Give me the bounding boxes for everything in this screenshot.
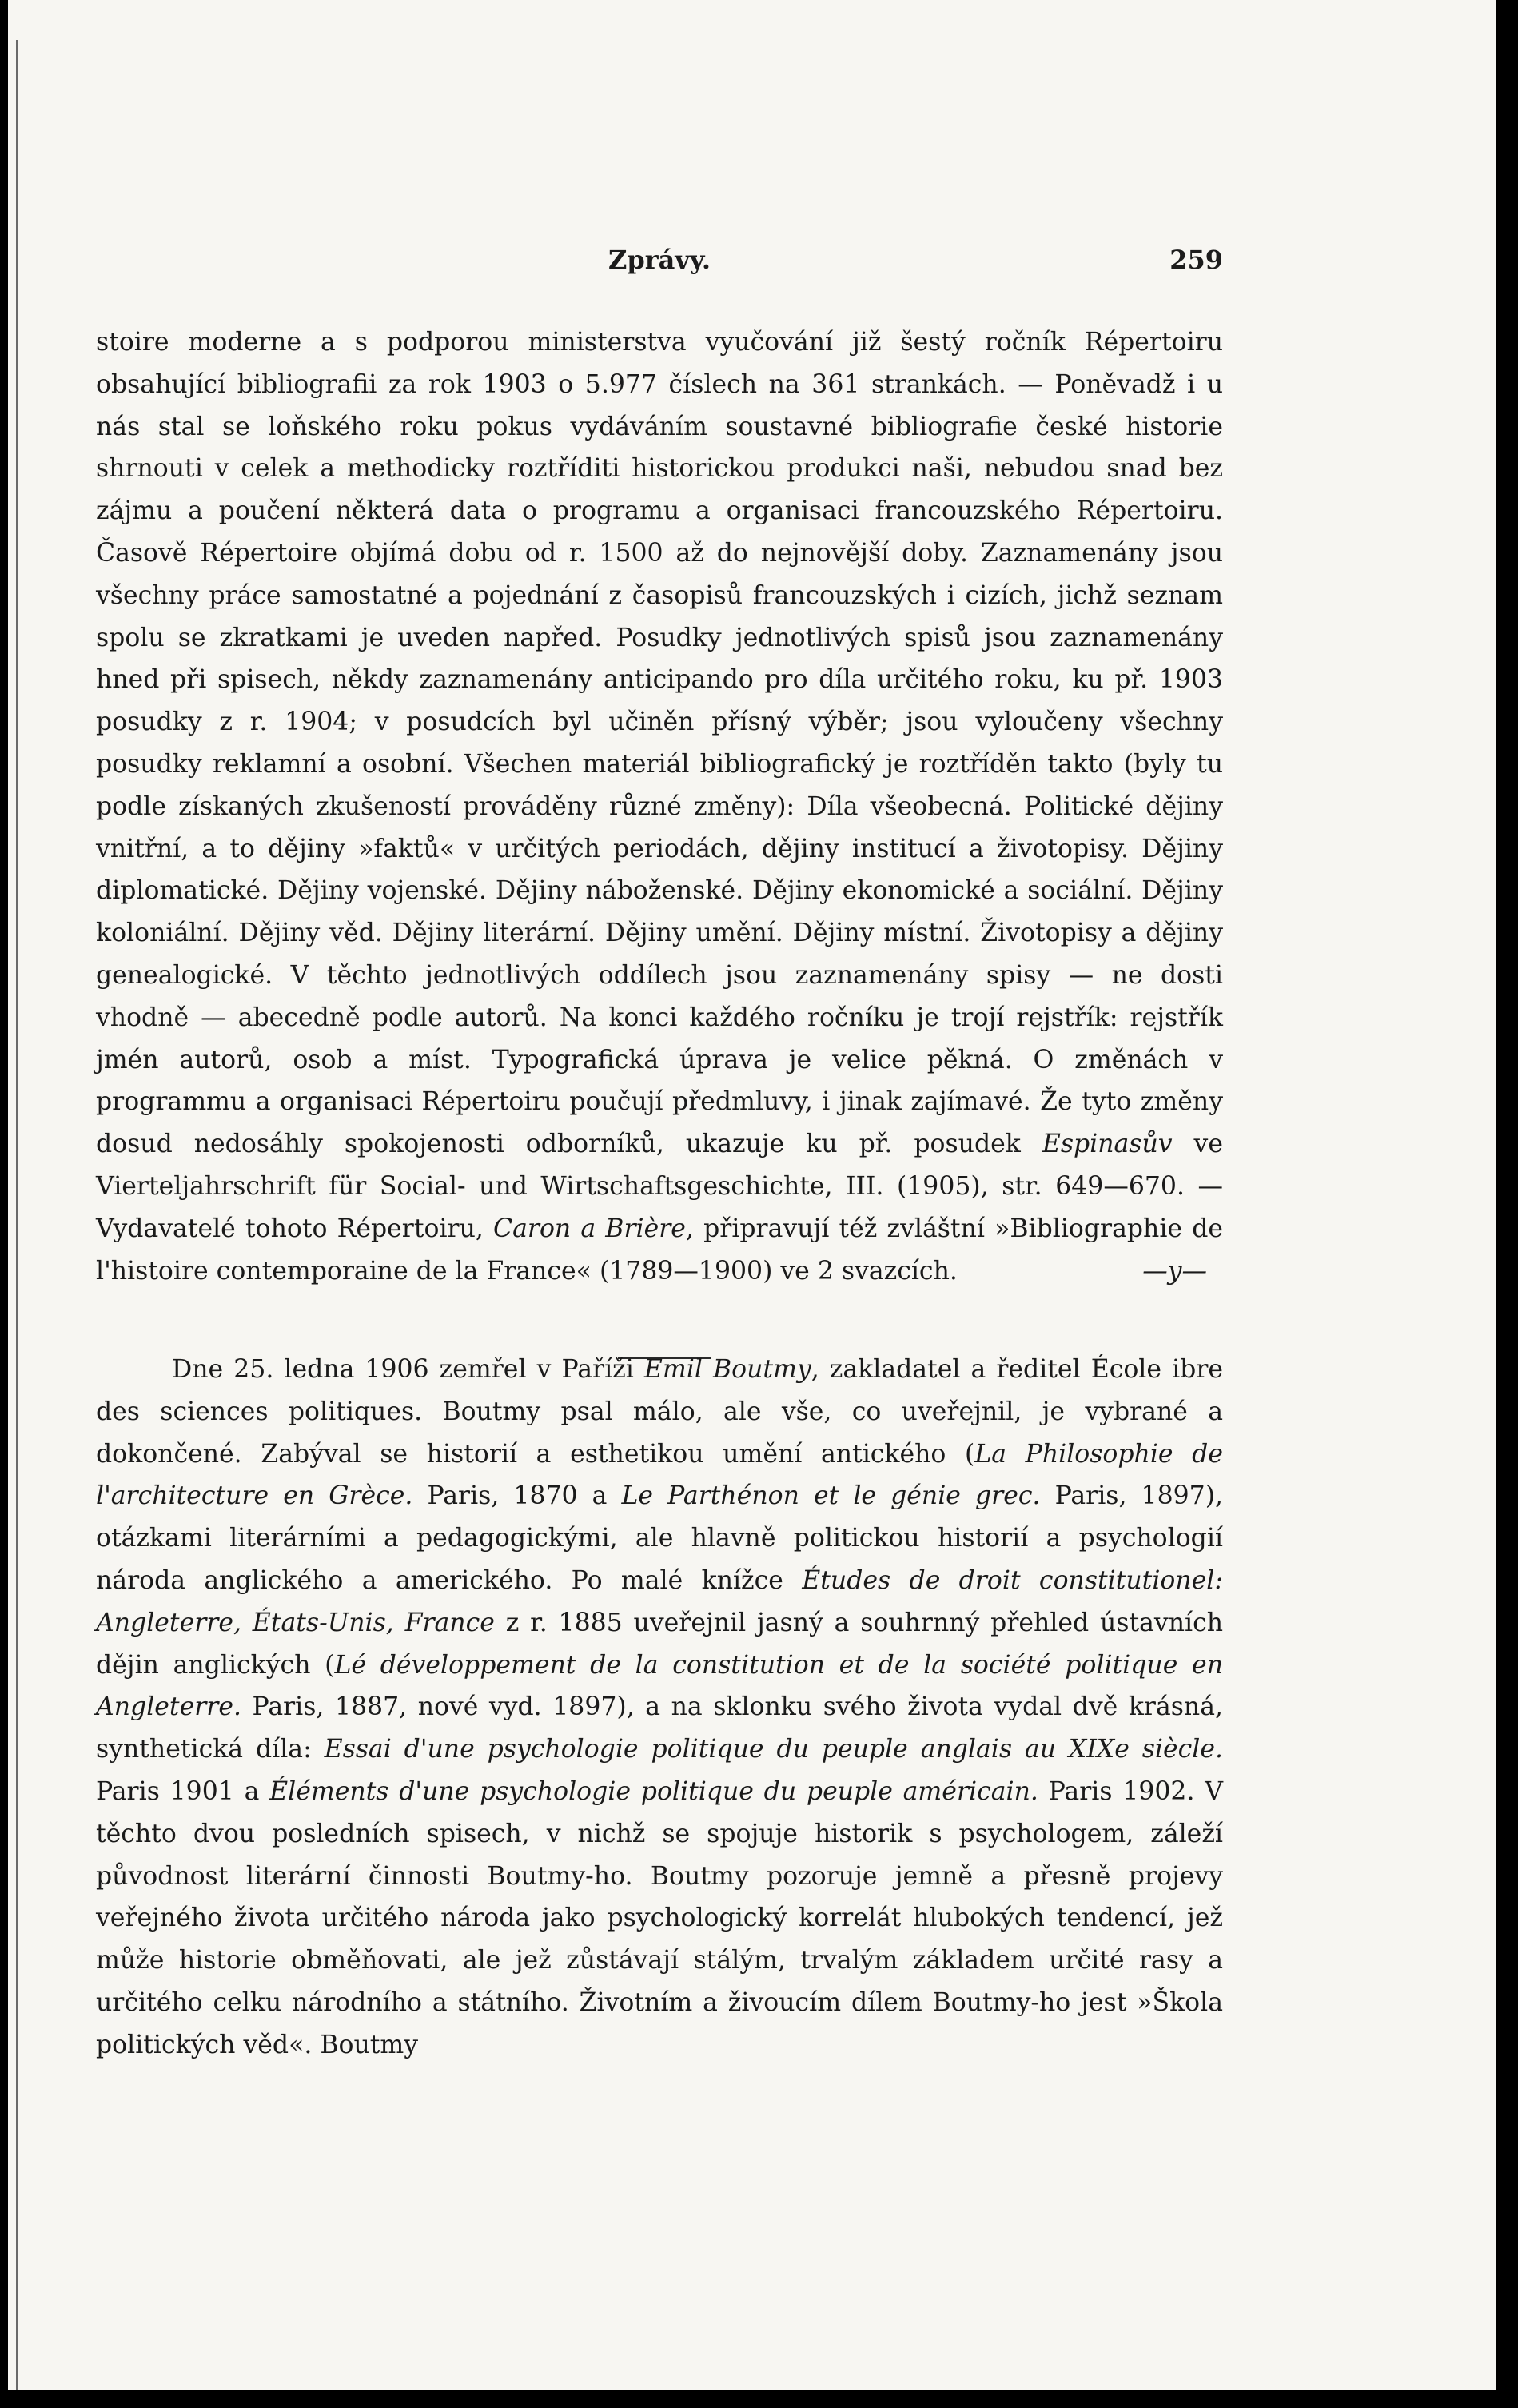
italic-segment: Caron a Brière <box>493 1214 686 1243</box>
text-segment: Paris, 1870 a <box>412 1481 622 1511</box>
italic-segment: Essai d'une psychologie politique du peuple anglais au XIXe siècle. <box>324 1735 1223 1764</box>
page-number: 259 <box>1169 245 1223 275</box>
text-segment: Paris, 1887, nové vyd. 1897), a na sklonku svého života vydal dvě krásná, synthetická díla: <box>96 1692 1223 1764</box>
paragraph-boutmy-obituary <box>96 1349 1223 2067</box>
text-segment: stoire moderne a s podporou ministerstva vyučování již šestý ročník Répertoiru obsahující bibliografii za rok 1903 o 5.977 číslech na 361 strankách. — Poněvadž i u nás stal se loňského roku pokus vydáváním soustavné bibliografie české historie shrnouti v celek a methodicky roztříditi historickou produkci naši, nebudou snad bez zájmu a poučení některá data o programu a organisaci francouzského Répertoiru. Časově Répertoire objímá dobu od r. 1500 až do nejnovější doby. Zaznamenány jsou všechny práce samostatné a pojednání z časopisů francouzských i cizích, jichž seznam spolu se zkratkami je uveden napřed. Posudky jednotlivých spisů jsou zaznamenány hned při spisech, někdy zaznamenány anticipando pro díla určitého roku, ku př. 1903 posudky z r. 1904; v posudcích byl učiněn přísný výběr; jsou vyloučeny všechny posudky reklamní a osobní. Všechen materiál bibliografický je roztříděn takto (byly tu podle získaných zkušeností prováděny různé změny): Díla všeobecná. Politické dějiny vnitřní, a to dějiny »faktů« v určitých periodách, dějiny institucí a životopisy. Dějiny diplomatické. Dějiny vojenské. Dějiny náboženské. Dějiny ekonomické a sociální. Dějiny koloniální. Dějiny věd. Dějiny literární. Dějiny umění. Dějiny místní. Životopisy a dějiny genealogické. V těchto jednotlivých oddílech jsou zaznamenány spisy — ne dosti vhodně — abecedně podle autorů. Na konci každého ročníku je trojí rejstřík: rejstřík jmén autorů, osob a míst. Typografická úprava je velice pěkná. O změnách v programmu a organisaci Répertoiru poučují předmluvy, i jinak zajímavé. Že tyto změny dosud nedosáhly spokojenosti odborníků, ukazuje ku př. posudek <box>96 328 1223 1159</box>
text-segment: z r. 1885 uveřejnil jasný a souhrnný přehled ústavních dějin anglických ( <box>96 1608 1223 1680</box>
paragraph-text <box>96 321 1223 1292</box>
text-segment: Paris 1902. V těchto dvou posledních spisech, v nichž se spojuje historik s psychologem, záleží původnost literární činnosti Boutmy-ho. Boutmy pozoruje jemně a přesně projevy veřejného života určitého národa jako psychologický korrelát hlubokých tendencí, jež může historie obměňovati, ale jež zůstávají stálým, trvalým základem určité rasy a určitého celku národního a státního. Životním a živoucím dílem Boutmy-ho jest »Škola politických věd«. Boutmy <box>96 1776 1223 2059</box>
italic-segment: Études de droit constitutionel: Angleterre, États-Unis, France <box>96 1565 1223 1637</box>
running-head: Zprávy. <box>608 245 711 275</box>
italic-segment: Éléments d'une psychologie politique du peuple américain. <box>269 1776 1038 1806</box>
text-segment: Paris, 1897), otázkami literárními a pedagogickými, ale hlavně politickou historií a psychologií národa anglického a amerického. Po malé knížce <box>96 1481 1224 1595</box>
book-page <box>8 0 1496 2390</box>
italic-segment: Emil Boutmy <box>643 1355 811 1384</box>
page-edge-rule <box>16 40 18 2390</box>
paragraph-text <box>96 1349 1223 2067</box>
author-signature: —y— <box>1142 1256 1207 1286</box>
italic-segment: Le Parthénon et le génie grec. <box>621 1481 1041 1511</box>
italic-segment: Lé développement de la constitution et de la société politique en Angleterre. <box>96 1650 1223 1722</box>
text-segment: , připravují též zvláštní »Bibliographie de l'histoire contemporaine de la France« (1789—1900) ve 2 svazcích. <box>96 1214 1223 1286</box>
paragraph-repertoire-review <box>96 321 1223 1292</box>
italic-segment: La Philosophie de l'architecture en Grèce. <box>96 1439 1223 1511</box>
text-segment: Paris 1901 a <box>96 1776 270 1806</box>
italic-segment: Espinasův <box>1042 1130 1173 1159</box>
text-segment: ve Vierteljahrschrift für Social- und Wirtschaftsgeschichte, III. (1905), str. 649—670. — Vydavatelé tohoto Répertoiru, <box>96 1130 1223 1243</box>
text-segment: Dne 25. ledna 1906 zemřel v Paříži <box>172 1355 644 1384</box>
text-segment: , zakladatel a ředitel École ibre des sciences politiques. Boutmy psal málo, ale vše, co uveřejnil, je vybrané a dokončené. Zabýval se historií a esthetikou umění antického ( <box>96 1355 1224 1469</box>
page-header <box>96 245 1223 285</box>
